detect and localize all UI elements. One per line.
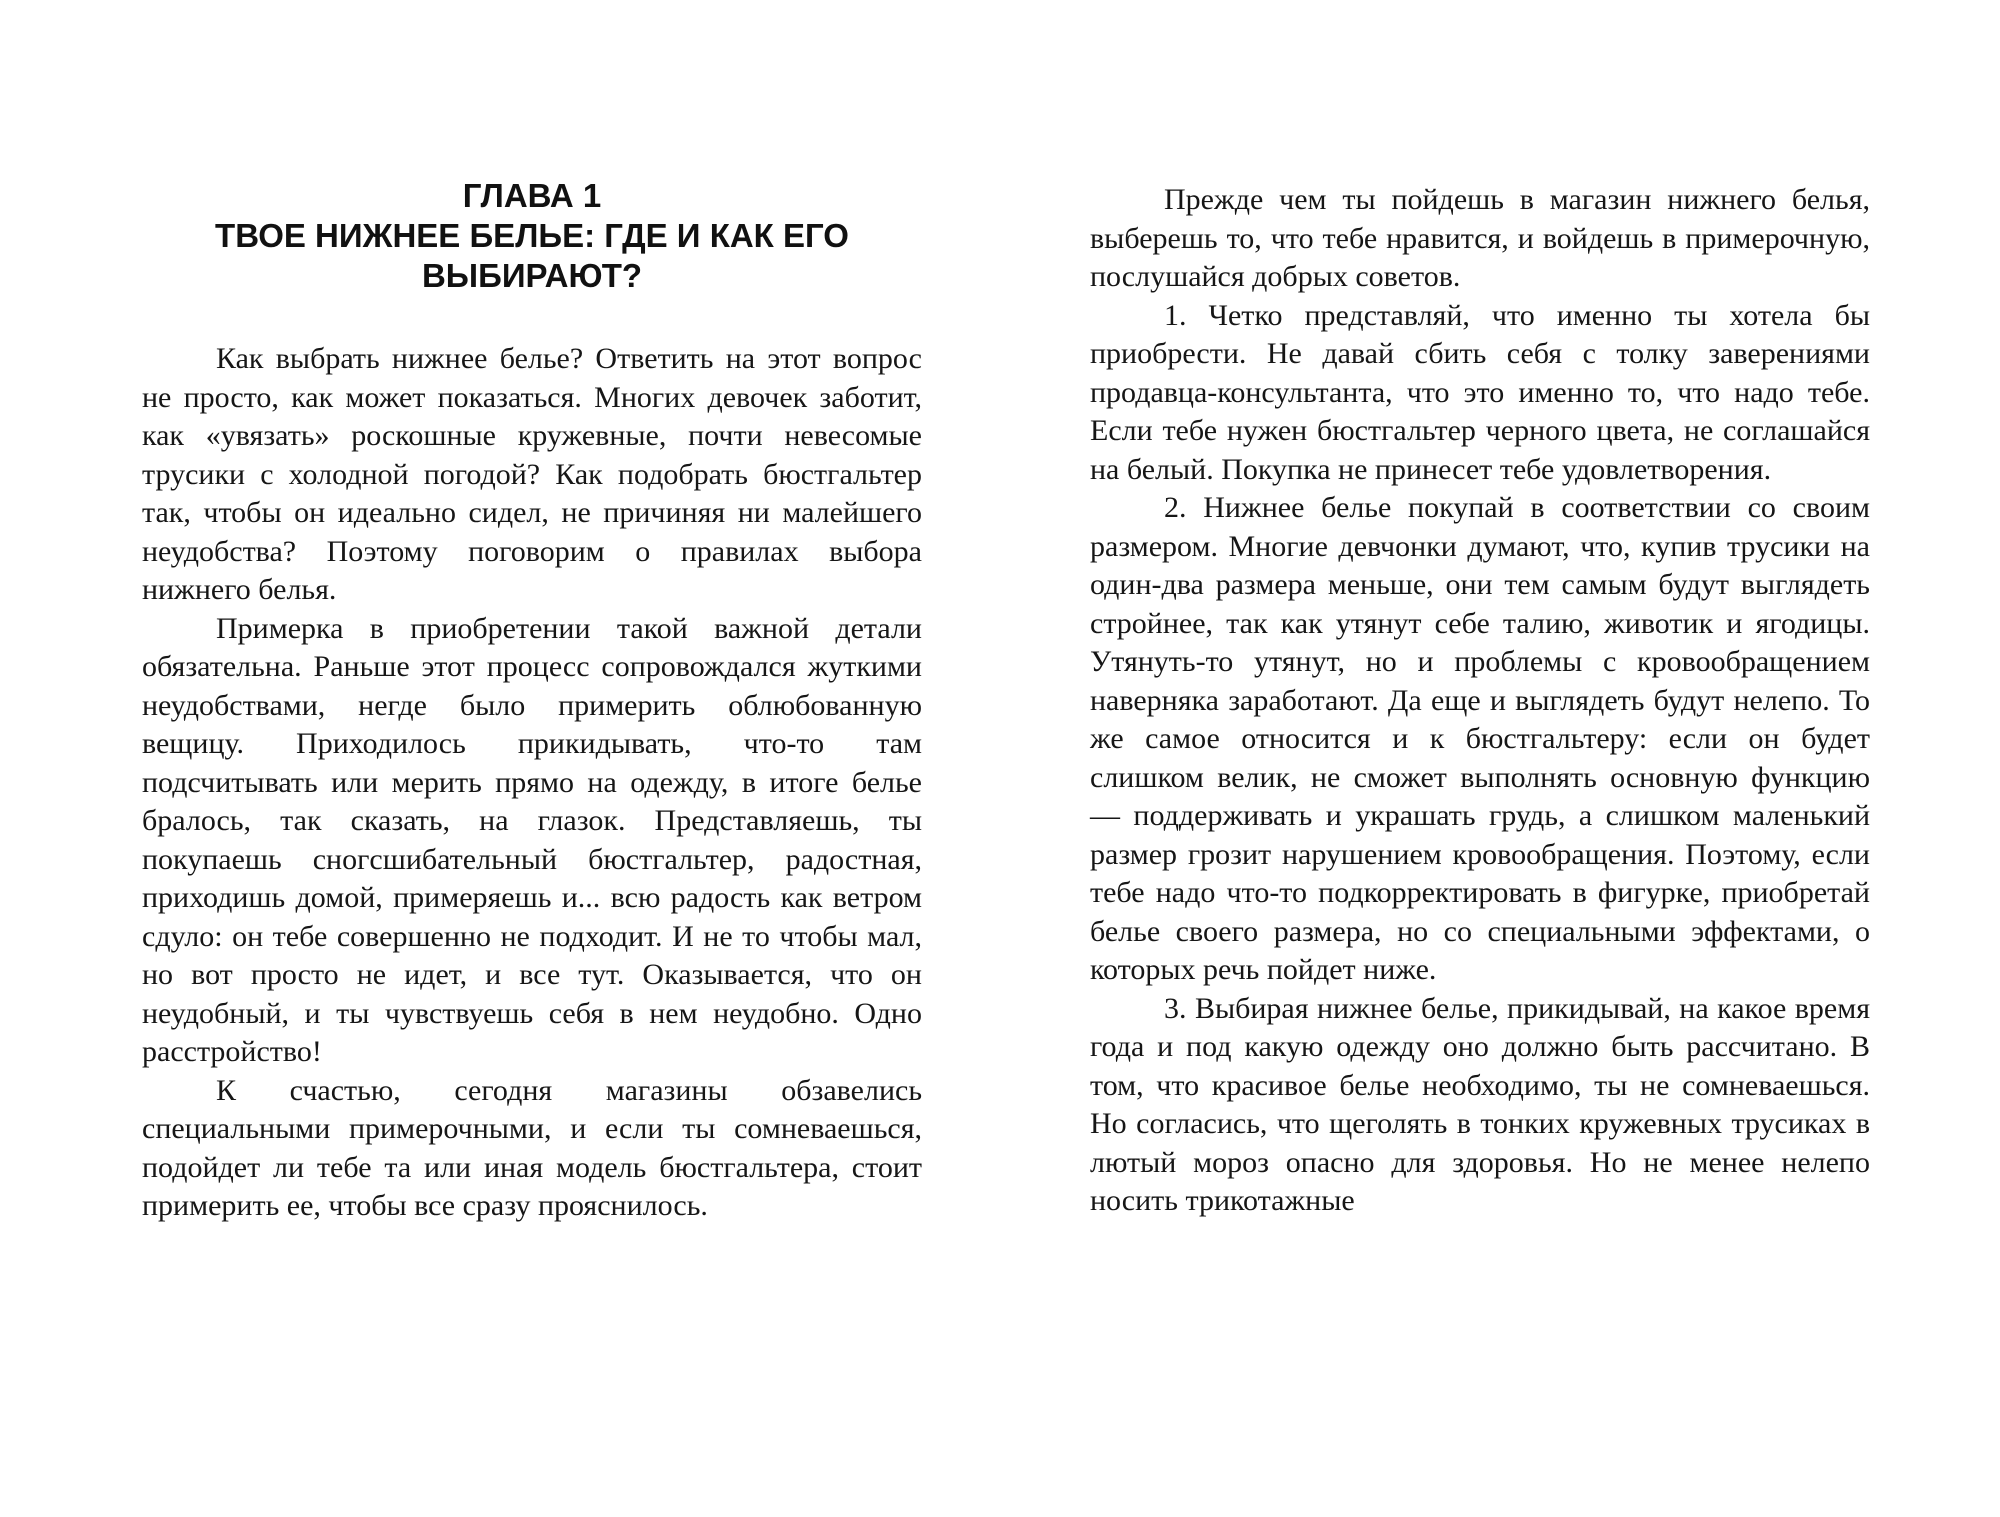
paragraph: 2. Нижнее белье покупай в соответствии со своим размером. Многие девчонки думают, что, купив трусики на один-два размера меньше, они тем самым будут выглядеть стройнее, так как утянут себе талию, животик и ягодицы. Утянуть-то утянут, но и проблемы с кровообращением наверняка заработают. Да еще и выглядеть будут нелепо. То же самое относится и к бюстгальтеру: если он будет слишком велик, не сможет выполнять основную функцию — поддерживать и украшать грудь, а слишком маленький размер грозит нарушением кровообращения. Поэтому, если тебе надо что-то подкорректировать в фигурке, приобретай белье своего размера, но со специальными эффектами, о которых речь пойдет ниже. bbox=[1090, 491, 1870, 986]
left-page-body bbox=[142, 340, 922, 1226]
right-page-body bbox=[1090, 181, 1870, 1221]
chapter-number: ГЛАВА 1 bbox=[462, 177, 602, 214]
paragraph: 1. Четко представляй, что именно ты хотела бы приобрести. Не давай сбить себя с толку заверениями продавца-консультанта, что это именно то, что надо тебе. Если тебе нужен бюстгальтер черного цвета, не соглашайся на белый. Покупка не принесет тебе удовлетворения. bbox=[1090, 298, 1870, 486]
paragraph: К счастью, сегодня магазины обзавелись специальными примерочными, и если ты сомневаешься, подойдет ли тебе та или иная модель бюстгальтера, стоит примерить ее, чтобы все сразу прояснилось. bbox=[142, 1073, 922, 1222]
paragraph: Как выбрать нижнее белье? Ответить на этот вопрос не просто, как может показаться. Многих девочек заботит, как «увязать» роскошные кружевные, почти невесомые трусики с холодной погодой? Как подобрать бюстгальтер так, чтобы он идеально сидел, не причиняя ни малейшего неудобства? Поэтому поговорим о правилах выбора нижнего белья. bbox=[142, 342, 922, 606]
chapter-title-line-2: ВЫБИРАЮТ? bbox=[421, 257, 643, 294]
chapter-title-line-1: ТВОЕ НИЖНЕЕ БЕЛЬЕ: ГДЕ И КАК ЕГО bbox=[215, 217, 849, 254]
left-page bbox=[142, 0, 922, 1517]
paragraph: Примерка в приобретении такой важной детали обязательна. Раньше этот процесс сопровождался жуткими неудобствами, негде было примерить облюбованную вещицу. Приходилось прикидывать, что-то там подсчитывать или мерить прямо на одежду, в итоге белье бралось, так сказать, на глазок. Представляешь, ты покупаешь сногсшибательный бюстгальтер, радостная, приходишь домой, примеряешь и... всю радость как ветром сдуло: он тебе совершенно не подходит. И не то чтобы мал, но вот просто не идет, и все тут. Оказывается, что он неудобный, и ты чувствуешь себя в нем неудобно. Одно расстройство! bbox=[142, 611, 922, 1068]
right-page bbox=[1090, 0, 1870, 1517]
chapter-heading bbox=[142, 176, 922, 296]
paragraph: Прежде чем ты пойдешь в магазин нижнего белья, выберешь то, что тебе нравится, и войдешь в примерочную, послушайся добрых советов. bbox=[1090, 183, 1870, 293]
paragraph: 3. Выбирая нижнее белье, прикидывай, на какое время года и под какую одежду оно должно быть рассчитано. В том, что красивое белье необходимо, ты не сомневаешься. Но согласись, что щеголять в тонких кружевных трусиках в лютый мороз опасно для здоровья. Но не менее нелепо носить трикотажные bbox=[1090, 991, 1870, 1217]
